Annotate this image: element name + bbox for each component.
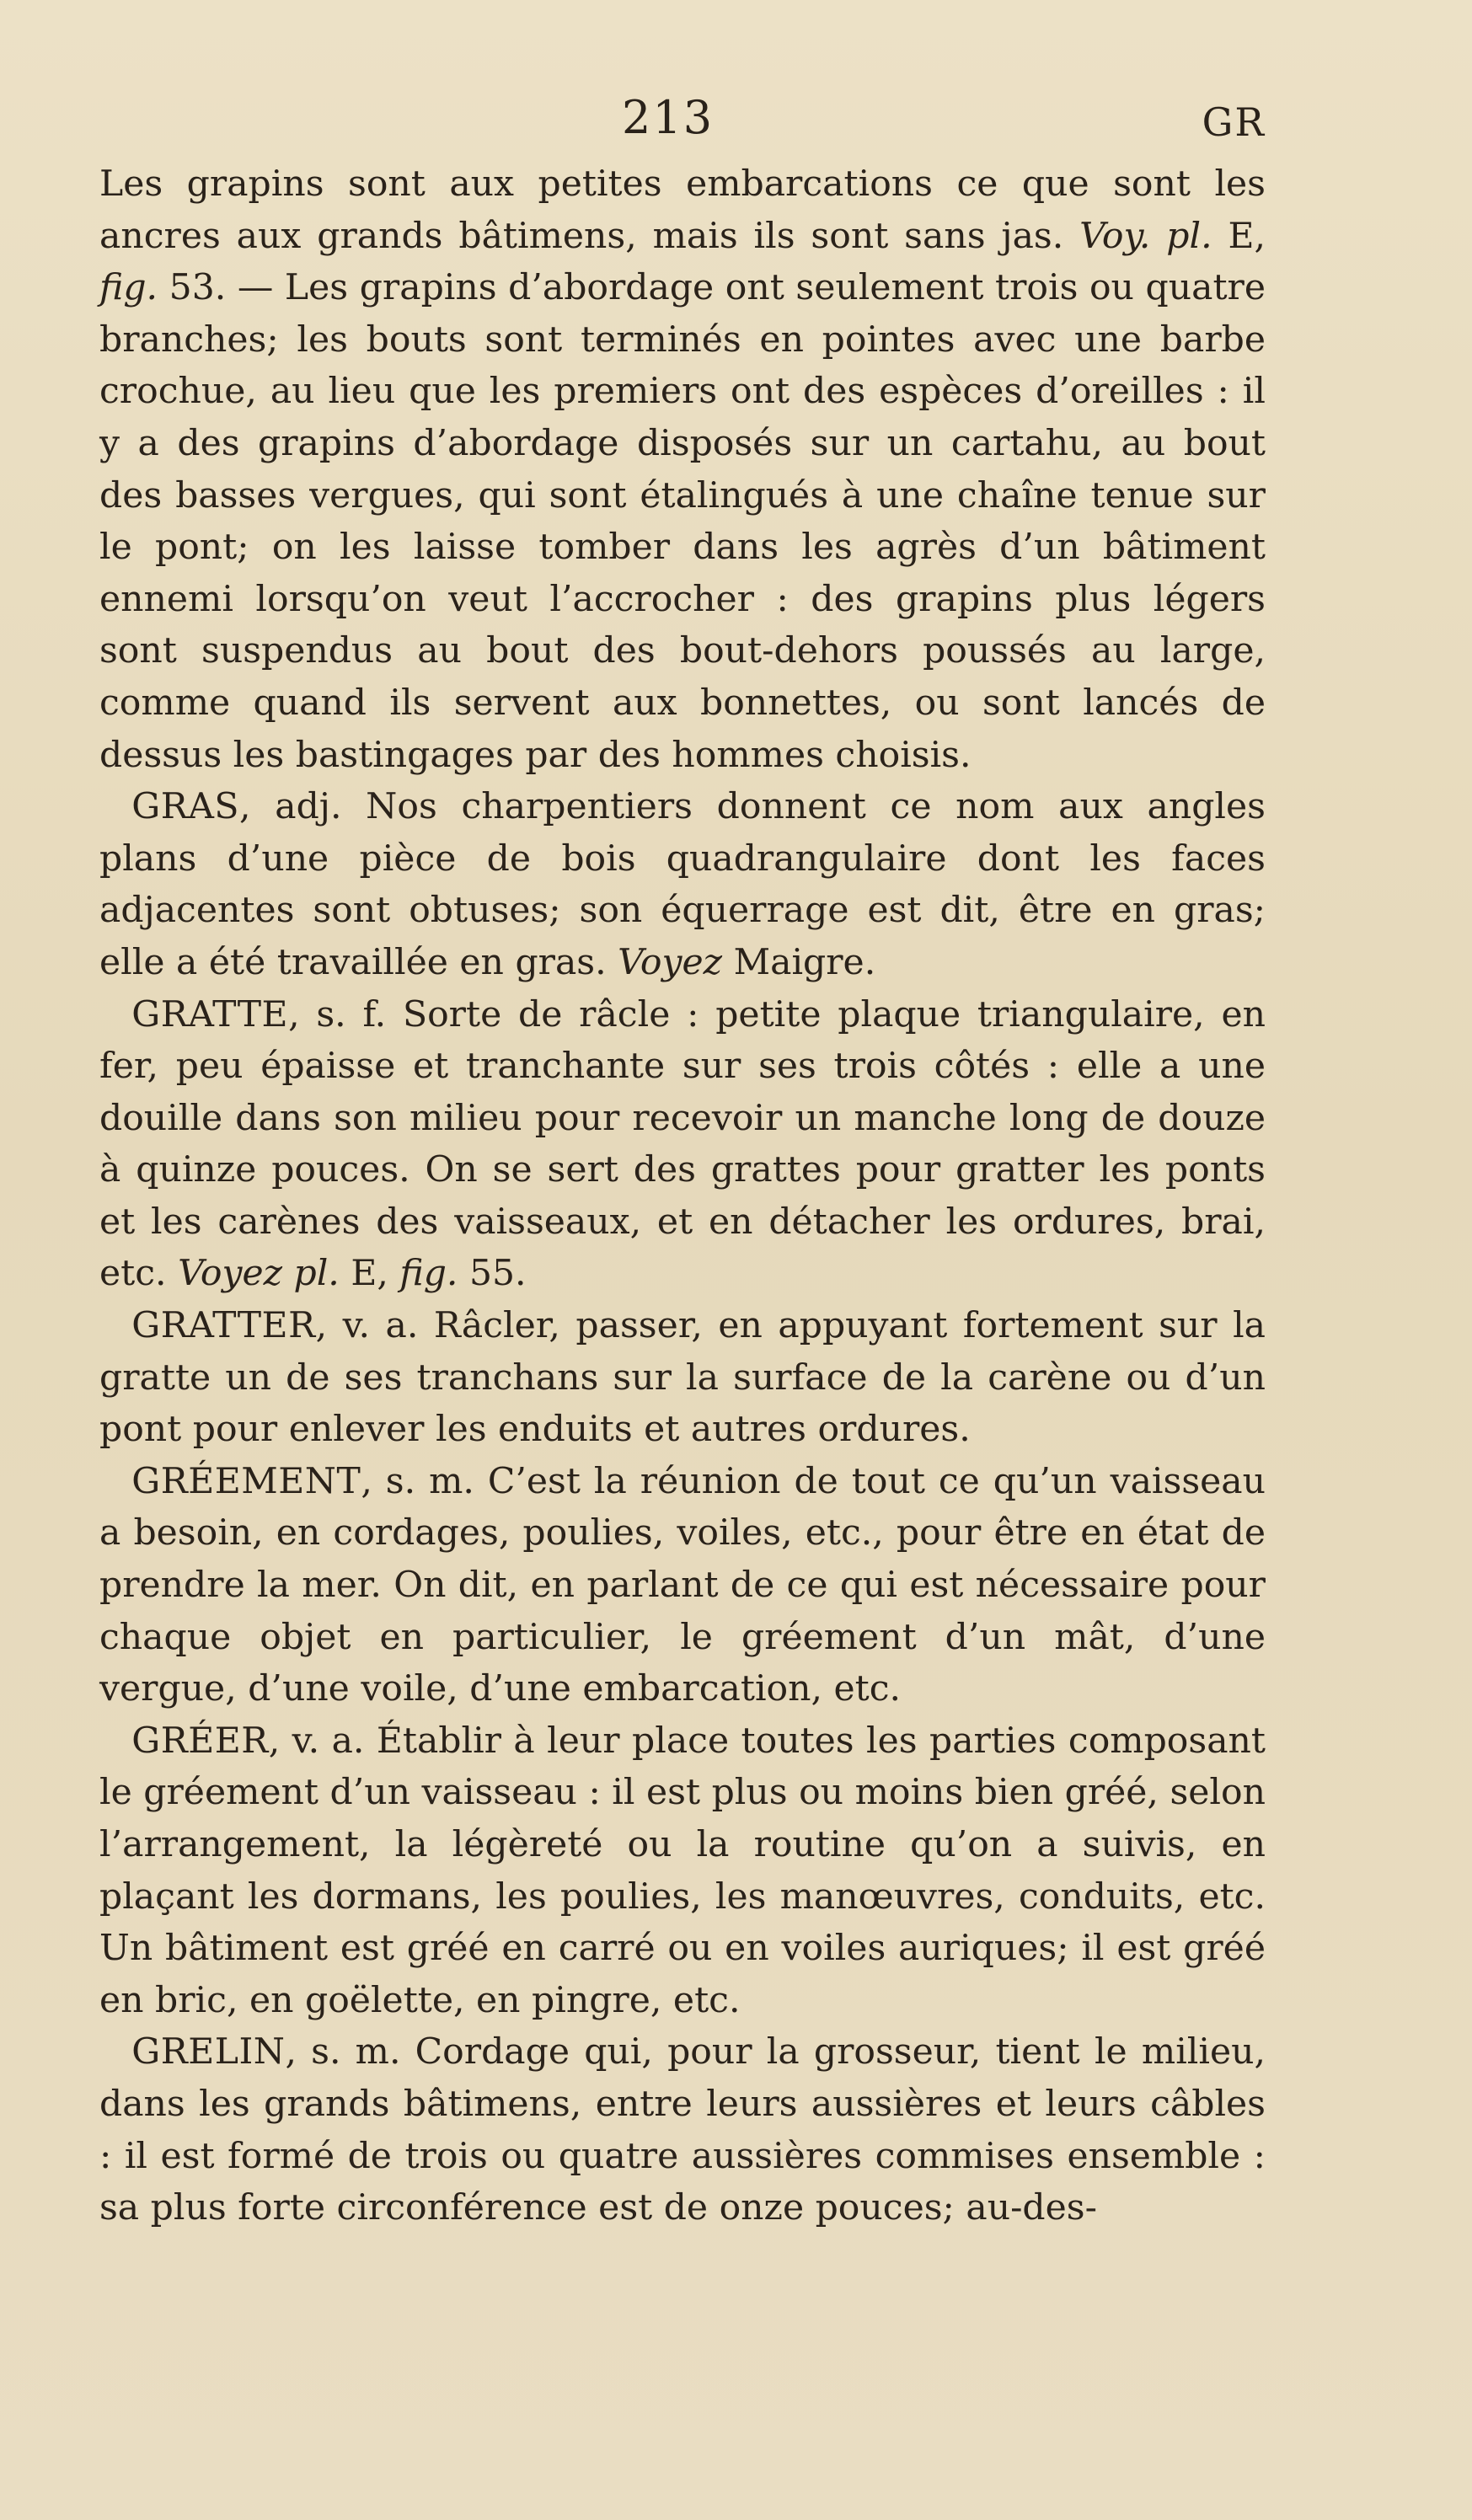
text-segment: , v. a. Établir à leur place toutes les parties composant le gréement d’un vaisseau : il est plus ou moins bien gréé, selon l’arrangement, la légèreté ou la routine qu’on a suivis, en plaçant les dormans, les poulies, les manœuvres, conduits, etc. Un bâtiment est gréé en carré ou en voiles auriques; il est gréé en bric, en goëlette, en pingre, etc.: [99, 1720, 1266, 2021]
entry-greement: [99, 1456, 1266, 1715]
entry-greer: [99, 1715, 1266, 2027]
text-segment: Maigre.: [722, 941, 876, 983]
text-segment: 53. — Les grapins d’abordage ont seulement trois ou quatre branches; les bouts sont terminés en pointes avec une barbe crochue, au lieu que les premiers ont des espèces d’oreilles : il y a des grapins d’abordage disposés sur un cartahu, au bout des basses vergues, qui sont étalingués à une chaîne tenue sur le pont; on les laisse tomber dans les agrès d’un bâtiment ennemi lorsqu’on veut l’accrocher : des grapins plus légers sont suspendus au bout des bout-dehors poussés au large, comme quand ils servent aux bonnettes, ou sont lancés de dessus les bastingages par des hommes choisis.: [99, 267, 1266, 776]
page-header: [99, 91, 1266, 167]
text-segment: , s. f. Sorte de râcle : petite plaque triangulaire, en fer, peu épaisse et tranchante sur ses trois côtés : elle a une douille dans son milieu pour recevoir un manche long de douze à quinze pouces. On se sert des grattes pour gratter les ponts et les carènes des vaisseaux, et en détacher les ordures, brai, etc.: [99, 993, 1266, 1295]
entry-gratter: [99, 1300, 1266, 1456]
text-segment: Voyez: [618, 941, 723, 983]
text-segment: E,: [339, 1253, 400, 1295]
dictionary-text: [99, 158, 1266, 2234]
entry-headword: GRÉEMENT: [131, 1460, 361, 1502]
text-segment: fig.: [399, 1253, 458, 1295]
text-segment: , adj. Nos charpentiers donnent ce nom aux angles plans d’une pièce de bois quadrangulaire dont les faces adjacentes sont obtuses; son équerrage est dit, être en gras; elle a été travaillée en gras.: [99, 786, 1266, 983]
text-segment: , s. m. Cordage qui, pour la grosseur, tient le milieu, dans les grands bâtimens, entre leurs aussières et leurs câbles : il est formé de trois ou quatre aussières commises ensemble : sa plus forte circonférence est de onze pouces; au-des-: [99, 2031, 1266, 2229]
entry-headword: GRELIN: [131, 2031, 286, 2073]
text-segment: fig.: [99, 267, 158, 309]
entry-headword: GRÉER: [131, 1720, 269, 1762]
entry-headword: GRAS: [131, 786, 240, 828]
text-segment: 55.: [458, 1253, 527, 1295]
entry-headword: GRATTER: [131, 1305, 316, 1347]
text-segment: Voy. pl.: [1079, 215, 1212, 257]
text-segment: E,: [1212, 215, 1266, 257]
entry-gratte: [99, 989, 1266, 1301]
page-number: 213: [622, 91, 715, 144]
entry-gras: [99, 781, 1266, 988]
text-segment: Voyez pl.: [178, 1253, 340, 1295]
running-head: GR: [1202, 99, 1266, 145]
paragraph-continuation: [99, 158, 1266, 781]
text-segment: Les grapins sont aux petites embarcations ce que sont les ancres aux grands bâtimens, mais ils sont sans jas.: [99, 163, 1266, 257]
text-segment: , v. a. Râcler, passer, en appuyant fortement sur la gratte un de ses tranchans sur la surface de la carène ou d’un pont pour enlever les enduits et autres ordures.: [99, 1305, 1266, 1451]
entry-headword: GRATTE: [131, 993, 289, 1035]
text-segment: , s. m. C’est la réunion de tout ce qu’un vaisseau a besoin, en cordages, poulies, voiles, etc., pour être en état de prendre la mer. On dit, en parlant de ce qui est nécessaire pour chaque objet en particulier, le gréement d’un mât, d’une vergue, d’une voile, d’une embarcation, etc.: [99, 1460, 1266, 1710]
entry-grelin: [99, 2026, 1266, 2234]
